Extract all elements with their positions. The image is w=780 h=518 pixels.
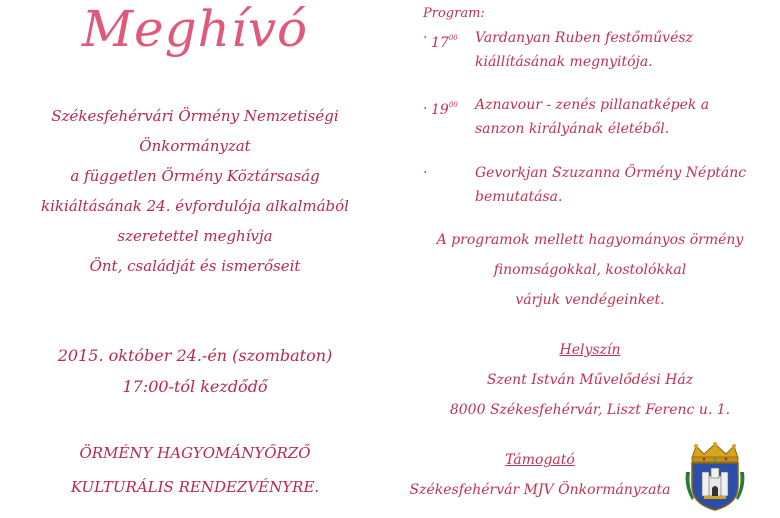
bullet: . [423, 97, 428, 113]
invitation-title: Meghívó [81, 0, 309, 58]
hospitality-line: A programok mellett hagyományos örmény [436, 232, 744, 248]
organizer-text [40, 101, 350, 281]
organizer-line: Székesfehérvári Örmény Nemzetiségi [51, 107, 339, 125]
organizer-line: kikiáltásának 24. évfordulója alkalmából [41, 197, 349, 215]
bullet: · [423, 165, 428, 181]
venue-address: 8000 Székesfehérvár, Liszt Ferenc u. 1. [449, 402, 731, 418]
sponsor-name: Székesfehérvár MJV Önkormányzata [409, 482, 671, 498]
program-label: Program: [423, 6, 485, 21]
program-time: $17^{00}$ [431, 34, 458, 51]
event-name-line: ÖRMÉNY HAGYOMÁNYŐRZŐ [79, 444, 311, 462]
program-item [423, 26, 763, 76]
venue-heading: Helyszín [559, 342, 621, 358]
sponsor-block [405, 445, 675, 505]
hospitality-line: finomságokkal, kostolókkal [493, 262, 687, 278]
program-description: Vardanyan Ruben festőművész kiállításának megnyitója. [475, 30, 693, 70]
organizer-line: Önt, családját és ismerőseit [89, 257, 301, 275]
program-description: Gevorkjan Szuzanna Örmény Néptánc bemutatása. [475, 165, 747, 205]
organizer-line: szeretettel meghívja [117, 227, 273, 245]
event-start-time: 17:00-tól kezdődő [122, 377, 268, 396]
hospitality-text [405, 225, 775, 315]
program-item [423, 161, 763, 211]
city-coat-of-arms-icon [684, 442, 746, 512]
bullet: · [423, 30, 428, 46]
event-name-line: KULTURÁLIS RENDEZVÉNYRE. [70, 478, 320, 496]
event-date: 2015. október 24.-én (szombaton) [57, 346, 333, 365]
program-description: Aznavour - zenés pillanatképek a sanzon királyának életéből. [475, 97, 710, 137]
program-item [423, 93, 763, 143]
event-name-block [30, 436, 360, 504]
sponsor-heading: Támogató [505, 452, 575, 468]
venue-name: Szent István Művelődési Ház [486, 372, 694, 388]
organizer-line: Önkormányzat [139, 137, 251, 155]
date-time-block [40, 340, 350, 402]
venue-block [405, 335, 775, 425]
hospitality-line: várjuk vendégeinket. [515, 292, 665, 308]
organizer-line: a független Örmény Köztársaság [70, 167, 320, 185]
program-time: $19^{00}$ [431, 101, 458, 118]
